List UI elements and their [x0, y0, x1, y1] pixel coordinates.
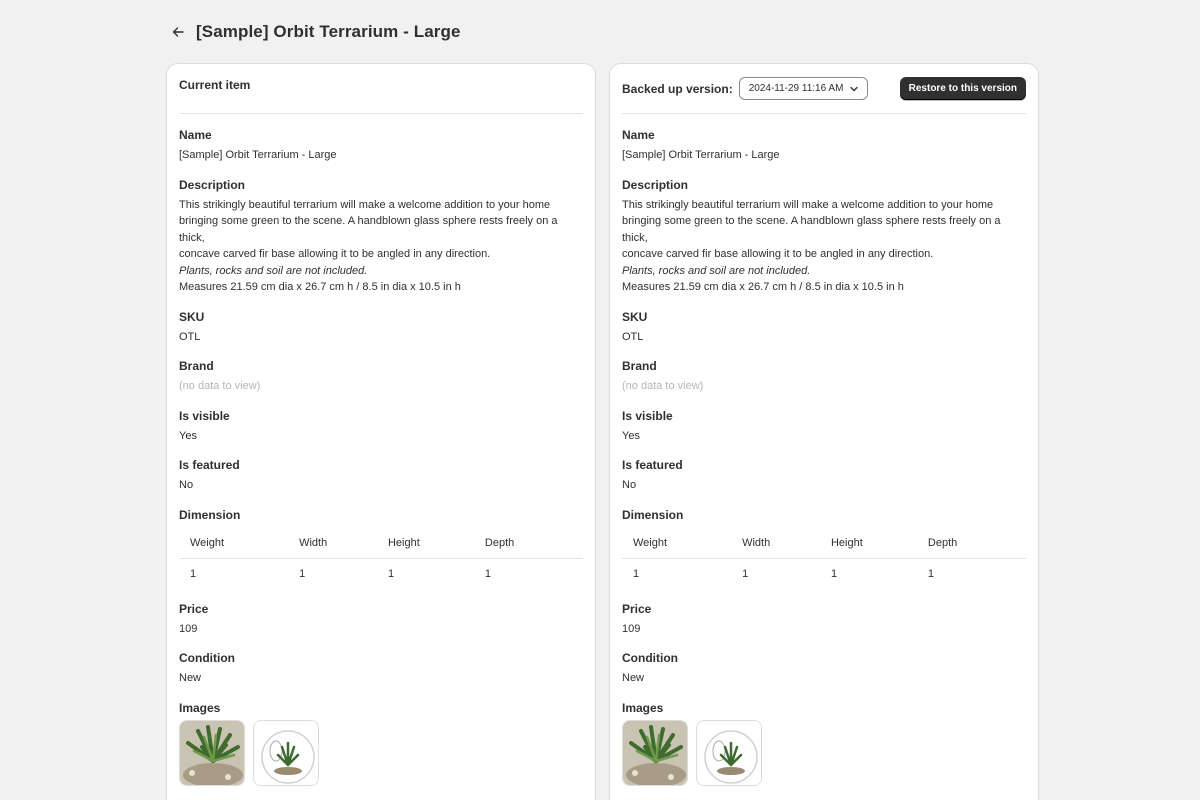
field-label: Description	[179, 177, 246, 192]
product-image-thumbnail[interactable]	[179, 720, 245, 786]
visible-field	[179, 408, 583, 445]
name-field	[622, 127, 1026, 164]
field-label: Condition	[179, 651, 235, 665]
field-value: Yes	[179, 429, 197, 442]
price-field	[179, 601, 583, 638]
visible-field	[622, 408, 1026, 445]
brand-field	[179, 358, 583, 395]
backup-version-label: Backed up version:	[622, 81, 733, 96]
card-header	[622, 64, 1026, 114]
backup-version-card	[609, 63, 1039, 800]
current-item-title: Current item	[179, 78, 251, 92]
description-field	[179, 177, 583, 296]
field-label: Name	[622, 128, 655, 142]
field-label: Is featured	[179, 458, 240, 472]
field-label: SKU	[179, 309, 205, 324]
table-cell: 1	[927, 567, 935, 580]
field-label: Dimension	[622, 507, 684, 522]
product-image-thumbnail[interactable]	[696, 720, 762, 786]
table-row	[179, 558, 583, 588]
field-label: Is featured	[622, 458, 683, 472]
image-list	[622, 720, 1026, 786]
table-cell: 1	[190, 567, 197, 580]
column-header: Width	[288, 533, 377, 559]
field-label: Images	[179, 700, 221, 715]
price-field	[622, 601, 1026, 638]
description-measure: Measures 21.59 cm dia x 26.7 cm h / 8.5 in dia x 10.5 in h	[622, 281, 904, 293]
restore-version-button[interactable]: Restore to this version	[900, 77, 1026, 100]
field-value: No	[622, 479, 637, 491]
table-cell: 1	[387, 567, 395, 580]
field-value: New	[179, 672, 202, 684]
field-value: [Sample] Orbit Terrarium - Large	[622, 149, 780, 161]
field-label: Name	[179, 128, 212, 142]
field-label: SKU	[622, 309, 648, 324]
description-note: Plants, rocks and soil are not included.	[622, 264, 811, 277]
field-label: Images	[622, 700, 664, 715]
arrow-left-icon	[171, 25, 185, 39]
name-field	[179, 127, 583, 164]
sku-field	[179, 309, 583, 346]
table-cell: 1	[742, 567, 749, 580]
field-label: Description	[622, 177, 689, 192]
images-field	[179, 700, 583, 786]
terrarium-sphere-image	[254, 721, 319, 786]
column-header: Depth	[474, 533, 583, 559]
sku-field	[622, 309, 1026, 346]
field-value: New	[622, 672, 645, 684]
description-line: concave carved fir base allowing it to be angled in any direction.	[179, 248, 491, 260]
chevron-down-icon	[849, 84, 859, 94]
description-line: concave carved fir base allowing it to be angled in any direction.	[622, 248, 934, 260]
field-value: 109	[622, 622, 641, 635]
image-list	[179, 720, 583, 786]
version-select-value: 2024-11-29 11:16 AM	[748, 83, 844, 94]
description-line: bringing some green to the scene. A handblown glass sphere rests freely on a thick,	[622, 215, 1001, 244]
table-row	[622, 558, 1026, 588]
column-header: Width	[731, 533, 820, 559]
dimension-field	[622, 507, 1026, 588]
description-text	[622, 197, 1026, 296]
dimension-table	[179, 533, 583, 588]
description-note: Plants, rocks and soil are not included.	[179, 264, 368, 277]
field-value: OTL	[179, 330, 201, 343]
product-image-thumbnail[interactable]	[622, 720, 688, 786]
version-select[interactable]	[739, 77, 869, 100]
column-header: Weight	[622, 533, 731, 559]
table-cell: 1	[830, 567, 838, 580]
description-line: This strikingly beautiful terrarium will make a welcome addition to your home	[622, 198, 994, 211]
terrarium-plant-image	[623, 721, 688, 786]
dimension-table	[622, 533, 1026, 588]
field-label: Brand	[179, 359, 214, 373]
field-label: Dimension	[179, 507, 241, 522]
field-value: (no data to view)	[622, 380, 704, 392]
back-button[interactable]	[168, 20, 188, 44]
field-value: No	[179, 479, 194, 491]
images-field	[622, 700, 1026, 786]
field-value: (no data to view)	[179, 380, 261, 392]
table-cell: 1	[633, 567, 640, 580]
page-title: [Sample] Orbit Terrarium - Large	[196, 22, 461, 41]
field-value: 109	[179, 622, 198, 635]
table-header-row	[179, 533, 583, 559]
column-header: Weight	[179, 533, 288, 559]
field-value: [Sample] Orbit Terrarium - Large	[179, 149, 337, 161]
brand-field	[622, 358, 1026, 395]
description-measure: Measures 21.59 cm dia x 26.7 cm h / 8.5 in dia x 10.5 in h	[179, 281, 461, 293]
field-label: Price	[179, 601, 209, 616]
column-header: Depth	[917, 533, 1026, 559]
column-header: Height	[820, 533, 917, 559]
description-line: bringing some green to the scene. A handblown glass sphere rests freely on a thick,	[179, 215, 558, 244]
field-value: OTL	[622, 330, 644, 343]
featured-field	[622, 457, 1026, 494]
column-header: Height	[377, 533, 474, 559]
card-header	[179, 64, 583, 114]
table-header-row	[622, 533, 1026, 559]
field-label: Is visible	[179, 408, 230, 423]
field-label: Price	[622, 601, 652, 616]
table-cell: 1	[299, 567, 306, 580]
product-image-thumbnail[interactable]	[253, 720, 319, 786]
condition-field	[622, 650, 1026, 687]
field-label: Is visible	[622, 408, 673, 423]
description-text	[179, 197, 583, 296]
terrarium-plant-image	[180, 721, 245, 786]
featured-field	[179, 457, 583, 494]
page-header	[168, 18, 461, 46]
field-label: Brand	[622, 359, 657, 373]
field-value: Yes	[622, 429, 640, 442]
dimension-field	[179, 507, 583, 588]
field-label: Condition	[622, 651, 678, 665]
terrarium-sphere-image	[697, 721, 762, 786]
current-item-card	[166, 63, 596, 800]
description-field	[622, 177, 1026, 296]
description-line: This strikingly beautiful terrarium will make a welcome addition to your home	[179, 198, 551, 211]
table-cell: 1	[484, 567, 492, 580]
condition-field	[179, 650, 583, 687]
